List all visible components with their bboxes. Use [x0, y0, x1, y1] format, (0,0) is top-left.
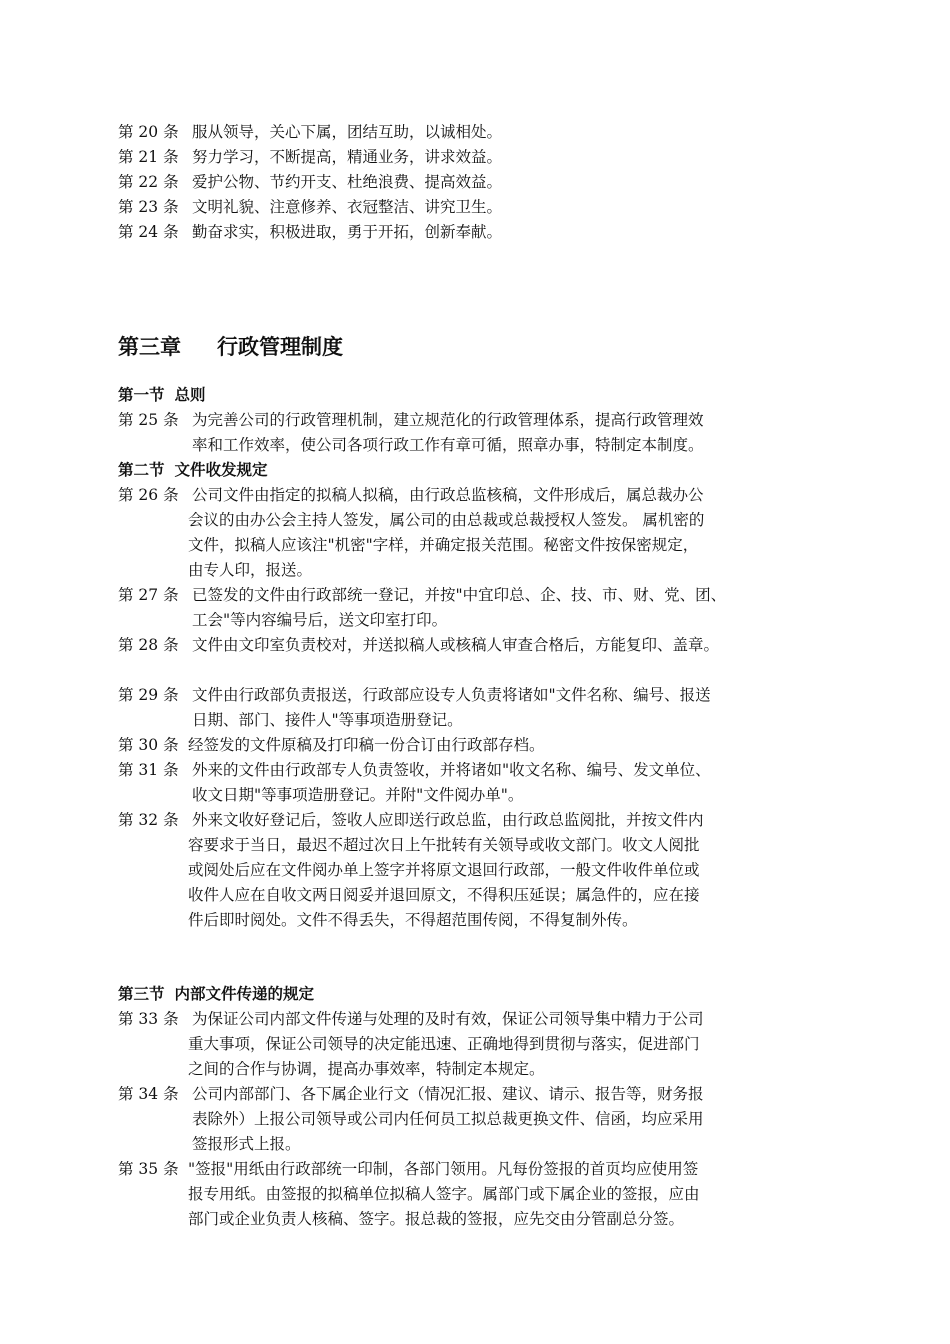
article-line: 文件，拟稿人应该注"机密"字样，并确定报关范围。秘密文件按保密规定， — [188, 536, 699, 554]
article-line: 文件由行政部负责报送，行政部应设专人负责将诸如"文件名称、编号、报送 — [192, 686, 711, 704]
article-number: 第 28 条 — [118, 636, 179, 654]
section-label: 第三节 — [118, 985, 165, 1003]
article-number: 第 24 条 — [118, 223, 179, 241]
article-number: 第 34 条 — [118, 1085, 179, 1103]
article-number: 第 33 条 — [118, 1010, 179, 1028]
article-number: 第 26 条 — [118, 486, 179, 504]
article-line: 为完善公司的行政管理机制，建立规范化的行政管理体系，提高行政管理效 — [192, 411, 704, 429]
article-line: 部门或企业负责人核稿、签字。报总裁的签报，应先交由分管副总分签。 — [188, 1210, 685, 1228]
article-line: 公司内部部门、各下属企业行文（情况汇报、建议、请示、报告等，财务报 — [192, 1085, 704, 1103]
article-line: 外来文收好登记后，签收人应即送行政总监，由行政总监阅批，并按文件内 — [192, 811, 704, 829]
article-number: 第 25 条 — [118, 411, 179, 429]
article-text: 勤奋求实，积极进取，勇于开拓，创新奉献。 — [192, 223, 503, 241]
article-line: 日期、部门、接件人"等事项造册登记。 — [192, 711, 463, 729]
article-line: 报专用纸。由签报的拟稿单位拟稿人签字。属部门或下属企业的签报，应由 — [188, 1185, 700, 1203]
article-number: 第 27 条 — [118, 586, 179, 604]
article-line: 率和工作效率，使公司各项行政工作有章可循，照章办事，特制定本制度。 — [192, 436, 704, 454]
article-number: 第 20 条 — [118, 123, 179, 141]
article-line: 件后即时阅处。文件不得丢失，不得超范围传阅，不得复制外传。 — [188, 911, 638, 929]
article-line: "签报"用纸由行政部统一印制，各部门领用。凡每份签报的首页均应使用签 — [188, 1160, 699, 1178]
article-line: 容要求于当日，最迟不超过次日上午批转有关领导或收文部门。收文人阅批 — [188, 836, 700, 854]
article-number: 第 30 条 — [118, 736, 179, 754]
section-title: 总则 — [174, 386, 206, 404]
chapter-title: 行政管理制度 — [217, 335, 343, 359]
article-number: 第 32 条 — [118, 811, 179, 829]
article-text: 服从领导，关心下属，团结互助，以诚相处。 — [192, 123, 503, 141]
article-text: 爱护公物、节约开支、杜绝浪费、提高效益。 — [192, 173, 503, 191]
section-title: 文件收发规定 — [174, 461, 268, 479]
article-line: 由专人印，报送。 — [188, 561, 313, 579]
article-line: 经签发的文件原稿及打印稿一份合订由行政部存档。 — [188, 736, 545, 754]
article-line: 收件人应在自收文两日阅妥并退回原文，不得积压延误；属急件的，应在接 — [188, 886, 700, 904]
article-line: 文件由文印室负责校对，并送拟稿人或核稿人审查合格后，方能复印、盖章。 — [192, 636, 720, 654]
article-number: 第 22 条 — [118, 173, 179, 191]
article-line: 收文日期"等事项造册登记。并附"文件阅办单"。 — [192, 786, 524, 804]
article-line: 表除外）上报公司领导或公司内任何员工拟总裁更换文件、信函，均应采用 — [192, 1110, 704, 1128]
article-line: 会议的由办公会主持人签发，属公司的由总裁或总裁授权人签发。 属机密的 — [188, 511, 705, 529]
chapter-label: 第三章 — [118, 335, 181, 359]
section-heading-3 — [118, 982, 314, 1006]
chapter-heading — [118, 331, 343, 363]
article-line: 为保证公司内部文件传递与处理的及时有效，保证公司领导集中精力于公司 — [192, 1010, 704, 1028]
article-number: 第 31 条 — [118, 761, 179, 779]
article-line: 外来的文件由行政部专人负责签收，并将诸如"收文名称、编号、发文单位、 — [192, 761, 711, 779]
section-title: 内部文件传递的规定 — [174, 985, 315, 1003]
article-number: 第 23 条 — [118, 198, 179, 216]
section-label: 第二节 — [118, 461, 165, 479]
article-number: 第 21 条 — [118, 148, 179, 166]
article-line: 签报形式上报。 — [192, 1135, 301, 1153]
section-heading-1 — [118, 383, 206, 407]
article-line: 公司文件由指定的拟稿人拟稿，由行政总监核稿，文件形成后，属总裁办公 — [192, 486, 704, 504]
article-text: 努力学习，不断提高，精通业务，讲求效益。 — [192, 148, 503, 166]
section-label: 第一节 — [118, 386, 165, 404]
article-line: 重大事项，保证公司领导的决定能迅速、正确地得到贯彻与落实，促进部门 — [188, 1035, 700, 1053]
article-number: 第 35 条 — [118, 1160, 179, 1178]
article-line: 之间的合作与协调，提高办事效率，特制定本规定。 — [188, 1060, 545, 1078]
article-text: 文明礼貌、注意修养、衣冠整洁、讲究卫生。 — [192, 198, 503, 216]
article-line: 已签发的文件由行政部统一登记，并按"中宜印总、企、技、市、财、党、团、 — [192, 586, 727, 604]
article-number: 第 29 条 — [118, 686, 179, 704]
section-heading-2 — [118, 458, 268, 482]
article-line: 或阅处后应在文件阅办单上签字并将原文退回行政部，一般文件收件单位或 — [188, 861, 700, 879]
article-line: 工会"等内容编号后，送文印室打印。 — [192, 611, 448, 629]
